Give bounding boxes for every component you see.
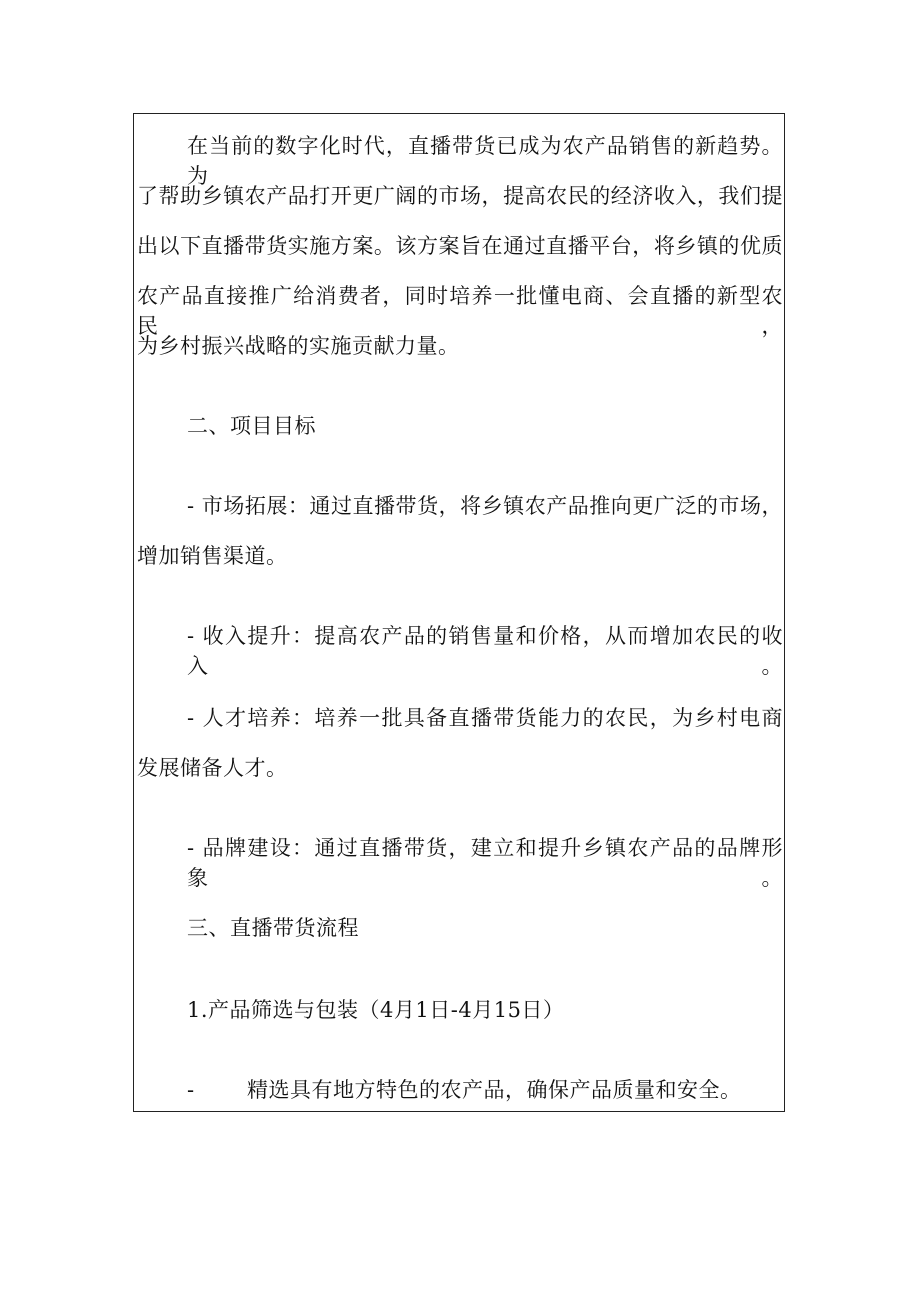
document-frame bbox=[133, 113, 785, 1112]
step-1-item-line bbox=[137, 1075, 783, 1105]
step-1-title: 1.产品筛选与包装（4月1日-4月15日） bbox=[187, 998, 565, 1022]
intro-line-1: 在当前的数字化时代，直播带货已成为农产品销售的新趋势。为 bbox=[187, 134, 783, 188]
intro-line-5: 为乡村振兴战略的实施贡献力量。 bbox=[137, 334, 460, 358]
intro-line-3: 出以下直播带货实施方案。该方案旨在通过直播平台，将乡镇的优质 bbox=[137, 234, 783, 258]
goal-talent-line-1: - 人才培养：培养一批具备直播带货能力的农民，为乡村电商 bbox=[187, 706, 783, 730]
goal-talent-line-2: 发展储备人才。 bbox=[137, 756, 288, 780]
intro-line-4: 农产品直接推广给消费者，同时培养一批懂电商、会直播的新型农民， bbox=[137, 284, 783, 338]
step-1-item-dash: - bbox=[187, 1078, 195, 1102]
section-2-heading: 二、项目目标 bbox=[187, 414, 316, 438]
section-3-heading: 三、直播带货流程 bbox=[187, 916, 359, 940]
goal-brand: - 品牌建设：通过直播带货，建立和提升乡镇农产品的品牌形象。 bbox=[187, 836, 783, 890]
intro-line-2: 了帮助乡镇农产品打开更广阔的市场，提高农民的经济收入，我们提 bbox=[137, 184, 783, 208]
goal-market-line-1: - 市场拓展：通过直播带货，将乡镇农产品推向更广泛的市场， bbox=[187, 494, 783, 518]
goal-income: - 收入提升：提高农产品的销售量和价格，从而增加农民的收入。 bbox=[187, 624, 783, 678]
step-1-item-text: 精选具有地方特色的农产品，确保产品质量和安全。 bbox=[247, 1078, 742, 1102]
goal-market-line-2: 增加销售渠道。 bbox=[137, 544, 288, 568]
